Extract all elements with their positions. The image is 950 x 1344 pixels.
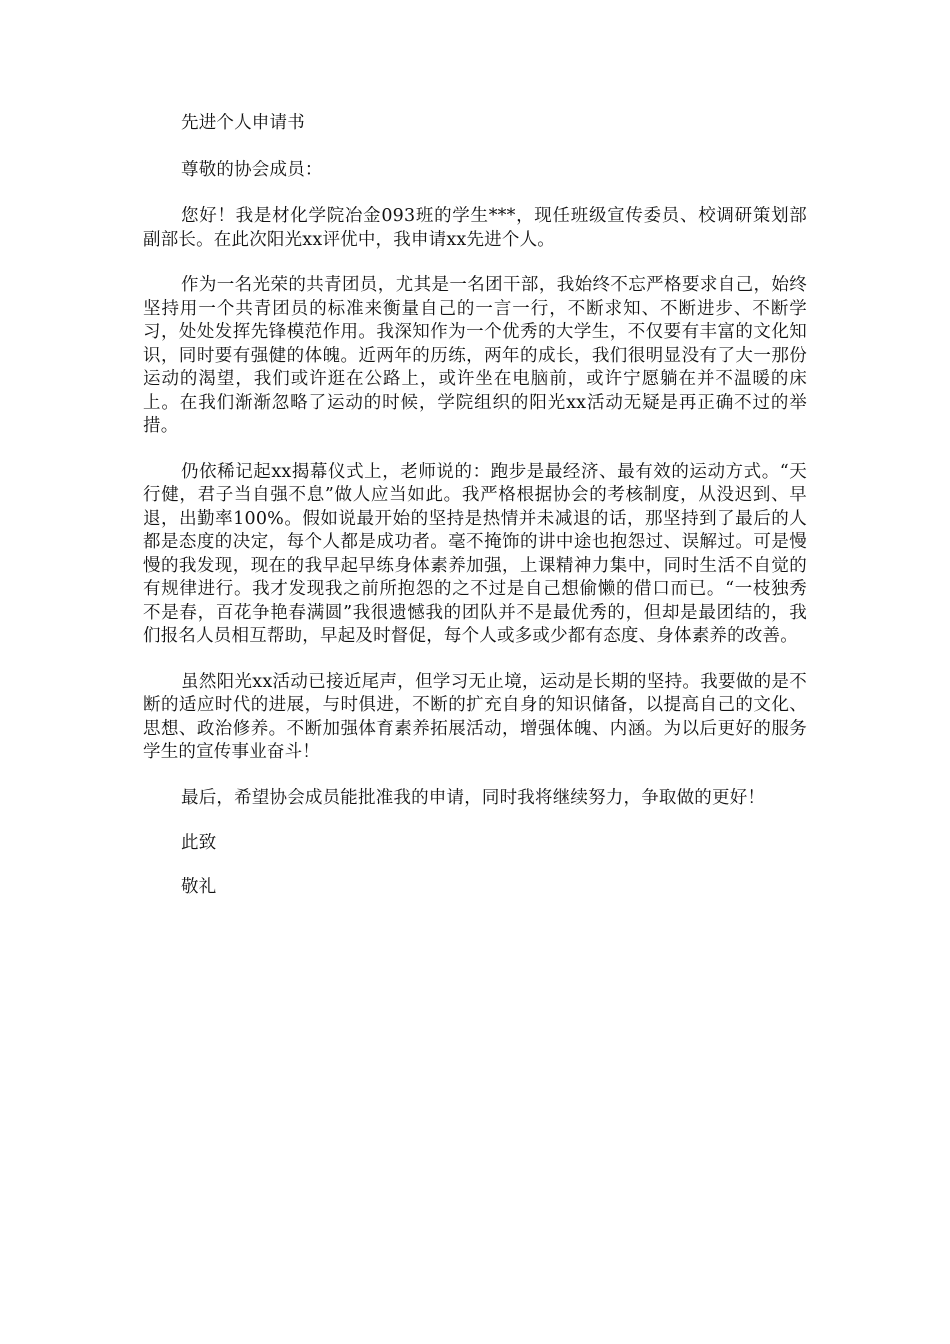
paragraph-future-plans: 虽然阳光xx活动已接近尾声，但学习无止境，运动是长期的坚持。我要做的是不断的适应时代的进展，与时俱进，不断的扩充自身的知识储备，以提高自己的文化、思想、政治修养。不断加强体育素养拓展活动，增强体魄、内涵。为以后更好的服务学生的宣传事业奋斗！ xyxy=(143,671,807,762)
letter-body xyxy=(143,112,807,919)
closing-phrase: 此致 xyxy=(181,833,217,853)
paragraph-intro: 您好！我是材化学院冶金093班的学生***，现任班级宣传委员、校调研策划部副部长。在此次阳光xx评优中，我申请xx先进个人。 xyxy=(143,206,807,250)
paragraph-self-description: 作为一名光荣的共青团员，尤其是一名团干部，我始终不忘严格要求自己，始终坚持用一个共青团员的标准来衡量自己的一言一行，不断求知、不断进步、不断学习，处处发挥先锋模范作用。我深知作为一个优秀的大学生，不仅要有丰富的文化知识，同时要有强健的体魄。近两年的历练，两年的成长，我们很明显没有了大一那份运动的渴望，我们或许逛在公路上，或许坐在电脑前，或许宁愿躺在并不温暖的床上。在我们渐渐忽略了运动的时候，学院组织的阳光xx活动无疑是再正确不过的举措。 xyxy=(143,275,807,436)
closing-salute: 敬礼 xyxy=(181,876,217,897)
salutation: 尊敬的协会成员： xyxy=(181,159,323,180)
paragraph-request: 最后，希望协会成员能批准我的申请，同时我将继续努力，争取做的更好！ xyxy=(181,787,766,808)
document-title: 先进个人申请书 xyxy=(181,113,305,133)
paragraph-activity-experience: 仍依稀记起xx揭幕仪式上，老师说的：跑步是最经济、最有效的运动方式。“天行健，君子当自强不息”做人应当如此。我严格根据协会的考核制度，从没迟到、早退，出勤率100%。假如说最开始的坚持是热情并未减退的话，那坚持到了最后的人都是态度的决定，每个人都是成功者。毫不掩饰的讲中途也抱怨过、误解过。可是慢慢的我发现，现在的我早起早练身体素养加强，上课精神力集中，同时生活不自觉的有规律进行。我才发现我之前所抱怨的之不过是自己想偷懒的借口而已。“一枝独秀不是春，百花争艳春满圆”我很遗憾我的团队并不是最优秀的，但却是最团结的，我们报名人员相互帮助，早起及时督促，每个人或多或少都有态度、身体素养的改善。 xyxy=(143,461,807,646)
